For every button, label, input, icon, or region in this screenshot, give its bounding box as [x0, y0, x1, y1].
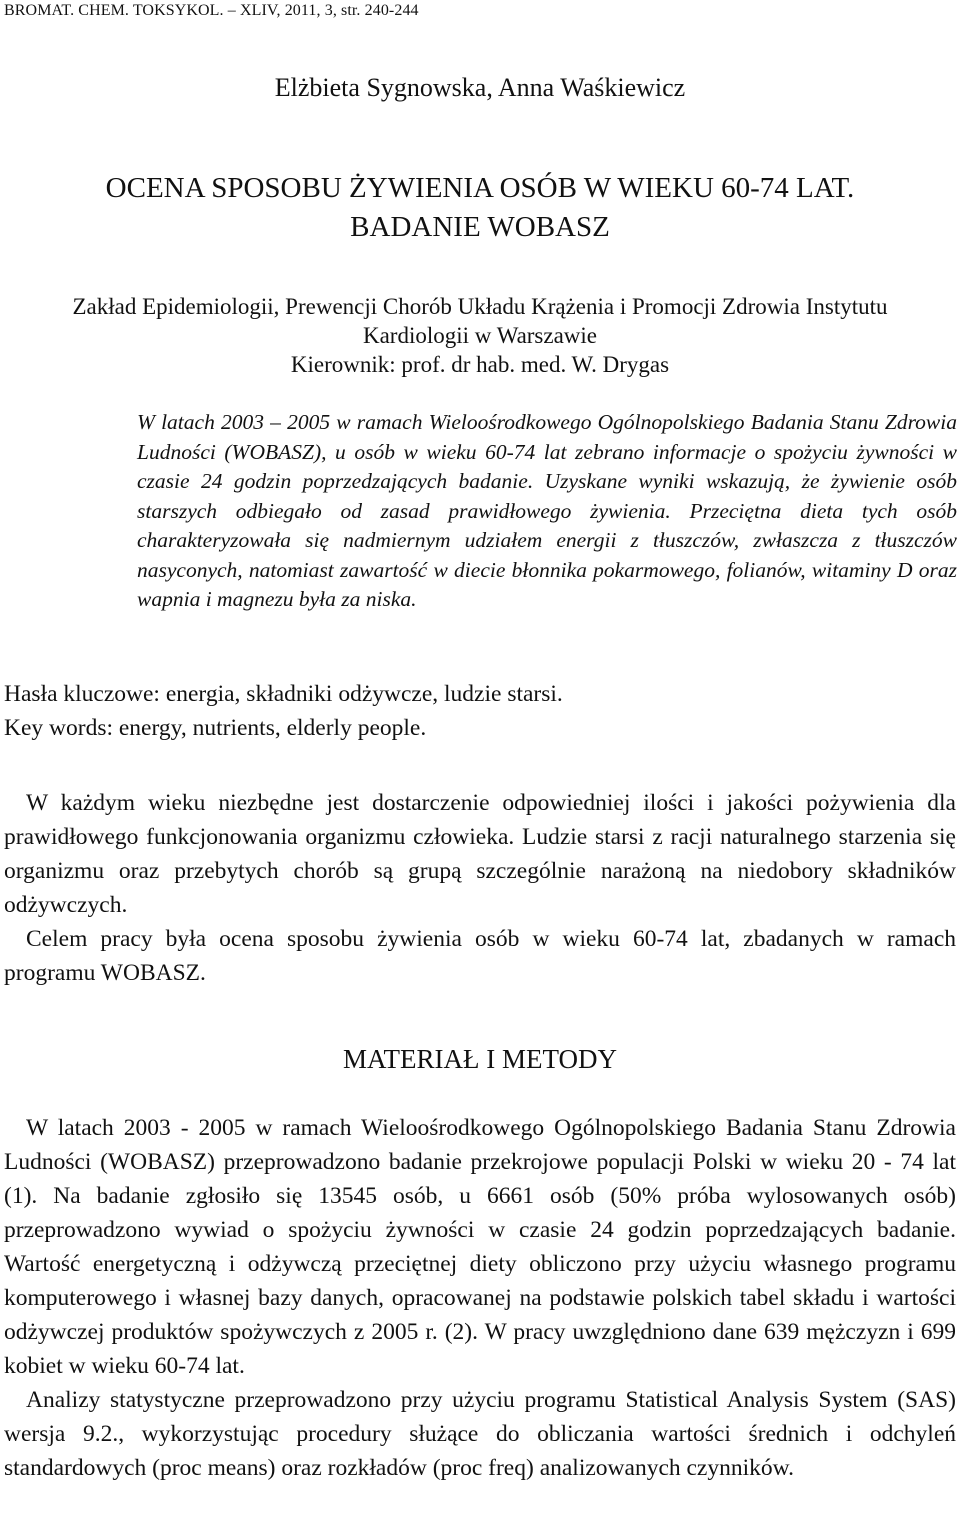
- introduction-section: [4, 786, 956, 990]
- methods-paragraph-2: Analizy statystyczne przeprowadzono przy użyciu programu Statistical Analysis System (SAS) wersja 9.2., wykorzystując procedury służące do obliczania wartości średnich i odchyleń standardowych (proc means) oraz rozkładów (proc freq) analizowanych czynników.: [4, 1387, 956, 1481]
- affiliation-line-1: Zakład Epidemiologii, Prewencji Chorób Układu Krążenia i Promocji Zdrowia Instytutu: [72, 294, 888, 319]
- methods-section: [4, 1111, 956, 1485]
- article-affiliation: [0, 292, 960, 379]
- running-header: BROMAT. CHEM. TOKSYKOL. – XLIV, 2011, 3, str. 240-244: [4, 2, 419, 19]
- affiliation-line-3: Kierownik: prof. dr hab. med. W. Drygas: [290, 352, 670, 377]
- article-authors: Elżbieta Sygnowska, Anna Waśkiewicz: [274, 73, 686, 102]
- article-title-line-1: OCENA SPOSOBU ŻYWIENIA OSÓB W WIEKU 60-74 LAT.: [105, 172, 855, 204]
- article-title-line-2: BADANIE WOBASZ: [350, 211, 610, 243]
- keywords-english: Key words: energy, nutrients, elderly people.: [4, 715, 427, 741]
- methods-paragraph-1: W latach 2003 - 2005 w ramach Wieloośrodkowego Ogólnopolskiego Badania Stanu Zdrowia Ludności (WOBASZ) przeprowadzono badanie przekrojowe populacji Polski w wieku 20 - 74 lat (1). Na badanie zgłosiło się 13545 osób, u 6661 osób (50% próba wylosowanych osób) przeprowadzono wywiad o spożyciu żywności w czasie 24 godzin poprzedzających badanie. Wartość energetyczną i odżywczą przeciętnej diety obliczono przy użyciu własnego programu komputerowego i własnej bazy danych, opracowanej na podstawie polskich tabel składu i wartości odżywczej produktów spożywczych z 2005 r. (2). W pracy uwzględniono dane 639 mężczyzn i 699 kobiet w wieku 60-74 lat.: [4, 1115, 956, 1379]
- abstract-paragraph: W latach 2003 – 2005 w ramach Wieloośrodkowego Ogólnopolskiego Badania Stanu Zdrowia Ludności (WOBASZ), u osób w wieku 60-74 lat zebrano informacje o spożyciu żywności w czasie 24 godzin poprzedzających badanie. Uzyskane wyniki wskazują, że żywienie osób starszych odbiegało od zasad prawidłowego żywienia. Przeciętna dieta tych osób charakteryzowała się nadmiernym udziałem energii z tłuszczów, zwłaszcza z tłuszczów nasyconych, natomiast zawartość w diecie błonnika pokarmowego, folianów, witaminy D oraz wapnia i magnezu była za niska.: [137, 410, 957, 611]
- methods-heading: MATERIAŁ I METODY: [343, 1044, 617, 1074]
- introduction-paragraph-1: W każdym wieku niezbędne jest dostarczenie odpowiedniej ilości i jakości pożywienia dla prawidłowego funkcjonowania organizmu człowieka. Ludzie starsi z racji naturalnego starzenia się organizmu oraz przebytych chorób są grupą szczególnie narażoną na niedobory składników odżywczych.: [4, 790, 956, 918]
- keywords-polish: Hasła kluczowe: energia, składniki odżywcze, ludzie starsi.: [4, 681, 563, 707]
- affiliation-line-2: Kardiologii w Warszawie: [362, 323, 598, 348]
- keywords-block: [4, 677, 563, 745]
- article-title: [0, 169, 960, 247]
- introduction-paragraph-2: Celem pracy była ocena sposobu żywienia osób w wieku 60-74 lat, zbadanych w ramach programu WOBASZ.: [4, 926, 956, 986]
